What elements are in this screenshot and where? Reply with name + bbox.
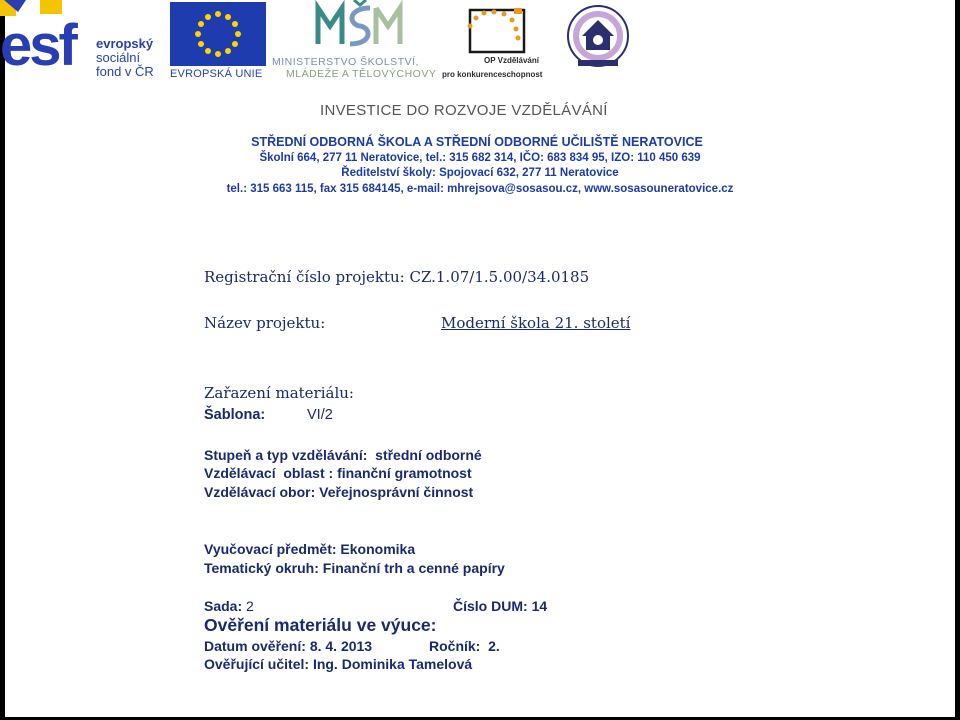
sablona-value: VI/2	[307, 407, 333, 423]
project-name-label: Název projektu:	[204, 314, 326, 332]
okruh-value: Finanční trh a cenné papíry	[322, 560, 505, 576]
obor-value: Veřejnosprávní činnost	[319, 484, 474, 500]
datum-line	[204, 638, 372, 654]
stupen-value: střední odborné	[375, 447, 482, 463]
esf-line-3: fond v ČR	[96, 64, 154, 79]
predmet-label: Vyučovací předmět:	[204, 541, 337, 557]
eu-caption: EVROPSKÁ UNIE	[170, 68, 263, 80]
op-line-1: OP Vzdělávání	[484, 56, 539, 65]
op-line-2: pro konkurenceschopnost	[442, 70, 543, 79]
datum-label: Datum ověření:	[204, 638, 306, 654]
school-address: Školní 664, 277 11 Neratovice, tel.: 315 682 314, IČO: 683 834 95, IZO: 110 450 639	[259, 151, 701, 164]
investice-heading: INVESTICE DO ROZVOJE VZDĚLÁVÁNÍ	[320, 102, 608, 119]
obor-label: Vzdělávací obor:	[204, 484, 316, 500]
sada-line	[204, 598, 254, 614]
school-director-address: Ředitelství školy: Spojovací 632, 277 11 Neratovice	[341, 167, 619, 179]
msmt-line-1: MINISTERSTVO ŠKOLSTVÍ,	[272, 56, 419, 68]
dum-line	[453, 598, 547, 614]
predmet-line	[204, 541, 415, 557]
sada-value: 2	[246, 598, 254, 614]
esf-wordmark: esf	[0, 13, 75, 78]
okruh-label: Tematický okruh:	[204, 560, 319, 576]
school-contact: tel.: 315 663 115, fax 315 684145, e-mail: mhrejsova@sosasou.cz, www.sosasouneratovice.cz	[226, 182, 734, 195]
sada-label: Sada:	[204, 598, 243, 614]
stupen-label: Stupeň a typ vzdělávání:	[204, 447, 368, 463]
material-heading: Zařazení materiálu:	[204, 384, 354, 402]
stupen-line	[204, 447, 482, 463]
school-name: STŘEDNÍ ODBORNÁ ŠKOLA A STŘEDNÍ ODBORNÉ UČILIŠTĚ NERATOVICE	[251, 135, 703, 149]
dum-label: Číslo DUM:	[453, 598, 528, 614]
datum-value: 8. 4. 2013	[309, 638, 373, 654]
oblast-value: finanční gramotnost	[337, 465, 472, 481]
overeni-heading: Ověření materiálu ve výuce:	[204, 615, 437, 635]
esf-line-2: sociální	[96, 50, 141, 65]
rocnik-line	[429, 638, 500, 654]
predmet-value: Ekonomika	[340, 541, 416, 557]
oblast-label: Vzdělávací oblast :	[204, 465, 334, 481]
project-name-value: Moderní škola 21. století	[441, 314, 631, 332]
frame-left-border	[0, 0, 5, 720]
esf-line-1: evropský	[96, 36, 154, 51]
rocnik-label: Ročník:	[429, 638, 481, 654]
msmt-line-2: MLÁDEŽE A TĚLOVÝCHOVY	[286, 68, 437, 80]
oblast-line	[204, 465, 472, 481]
registration-value: CZ.1.07/1.5.00/34.0185	[409, 268, 590, 286]
dum-value: 14	[531, 598, 548, 614]
ucitel-label: Ověřující učitel:	[204, 656, 310, 672]
obor-line	[204, 484, 473, 500]
rocnik-value: 2.	[488, 638, 500, 654]
sablona-label: Šablona:	[204, 407, 266, 423]
school-seal-logo	[566, 0, 630, 78]
okruh-line	[204, 560, 505, 576]
school-info-block	[0, 135, 960, 197]
ucitel-line	[204, 656, 472, 672]
frame-right-border	[955, 0, 960, 720]
ucitel-value: Ing. Dominika Tamelová	[312, 656, 473, 672]
registration-label: Registrační číslo projektu:	[204, 268, 405, 286]
registration-line	[204, 268, 589, 286]
